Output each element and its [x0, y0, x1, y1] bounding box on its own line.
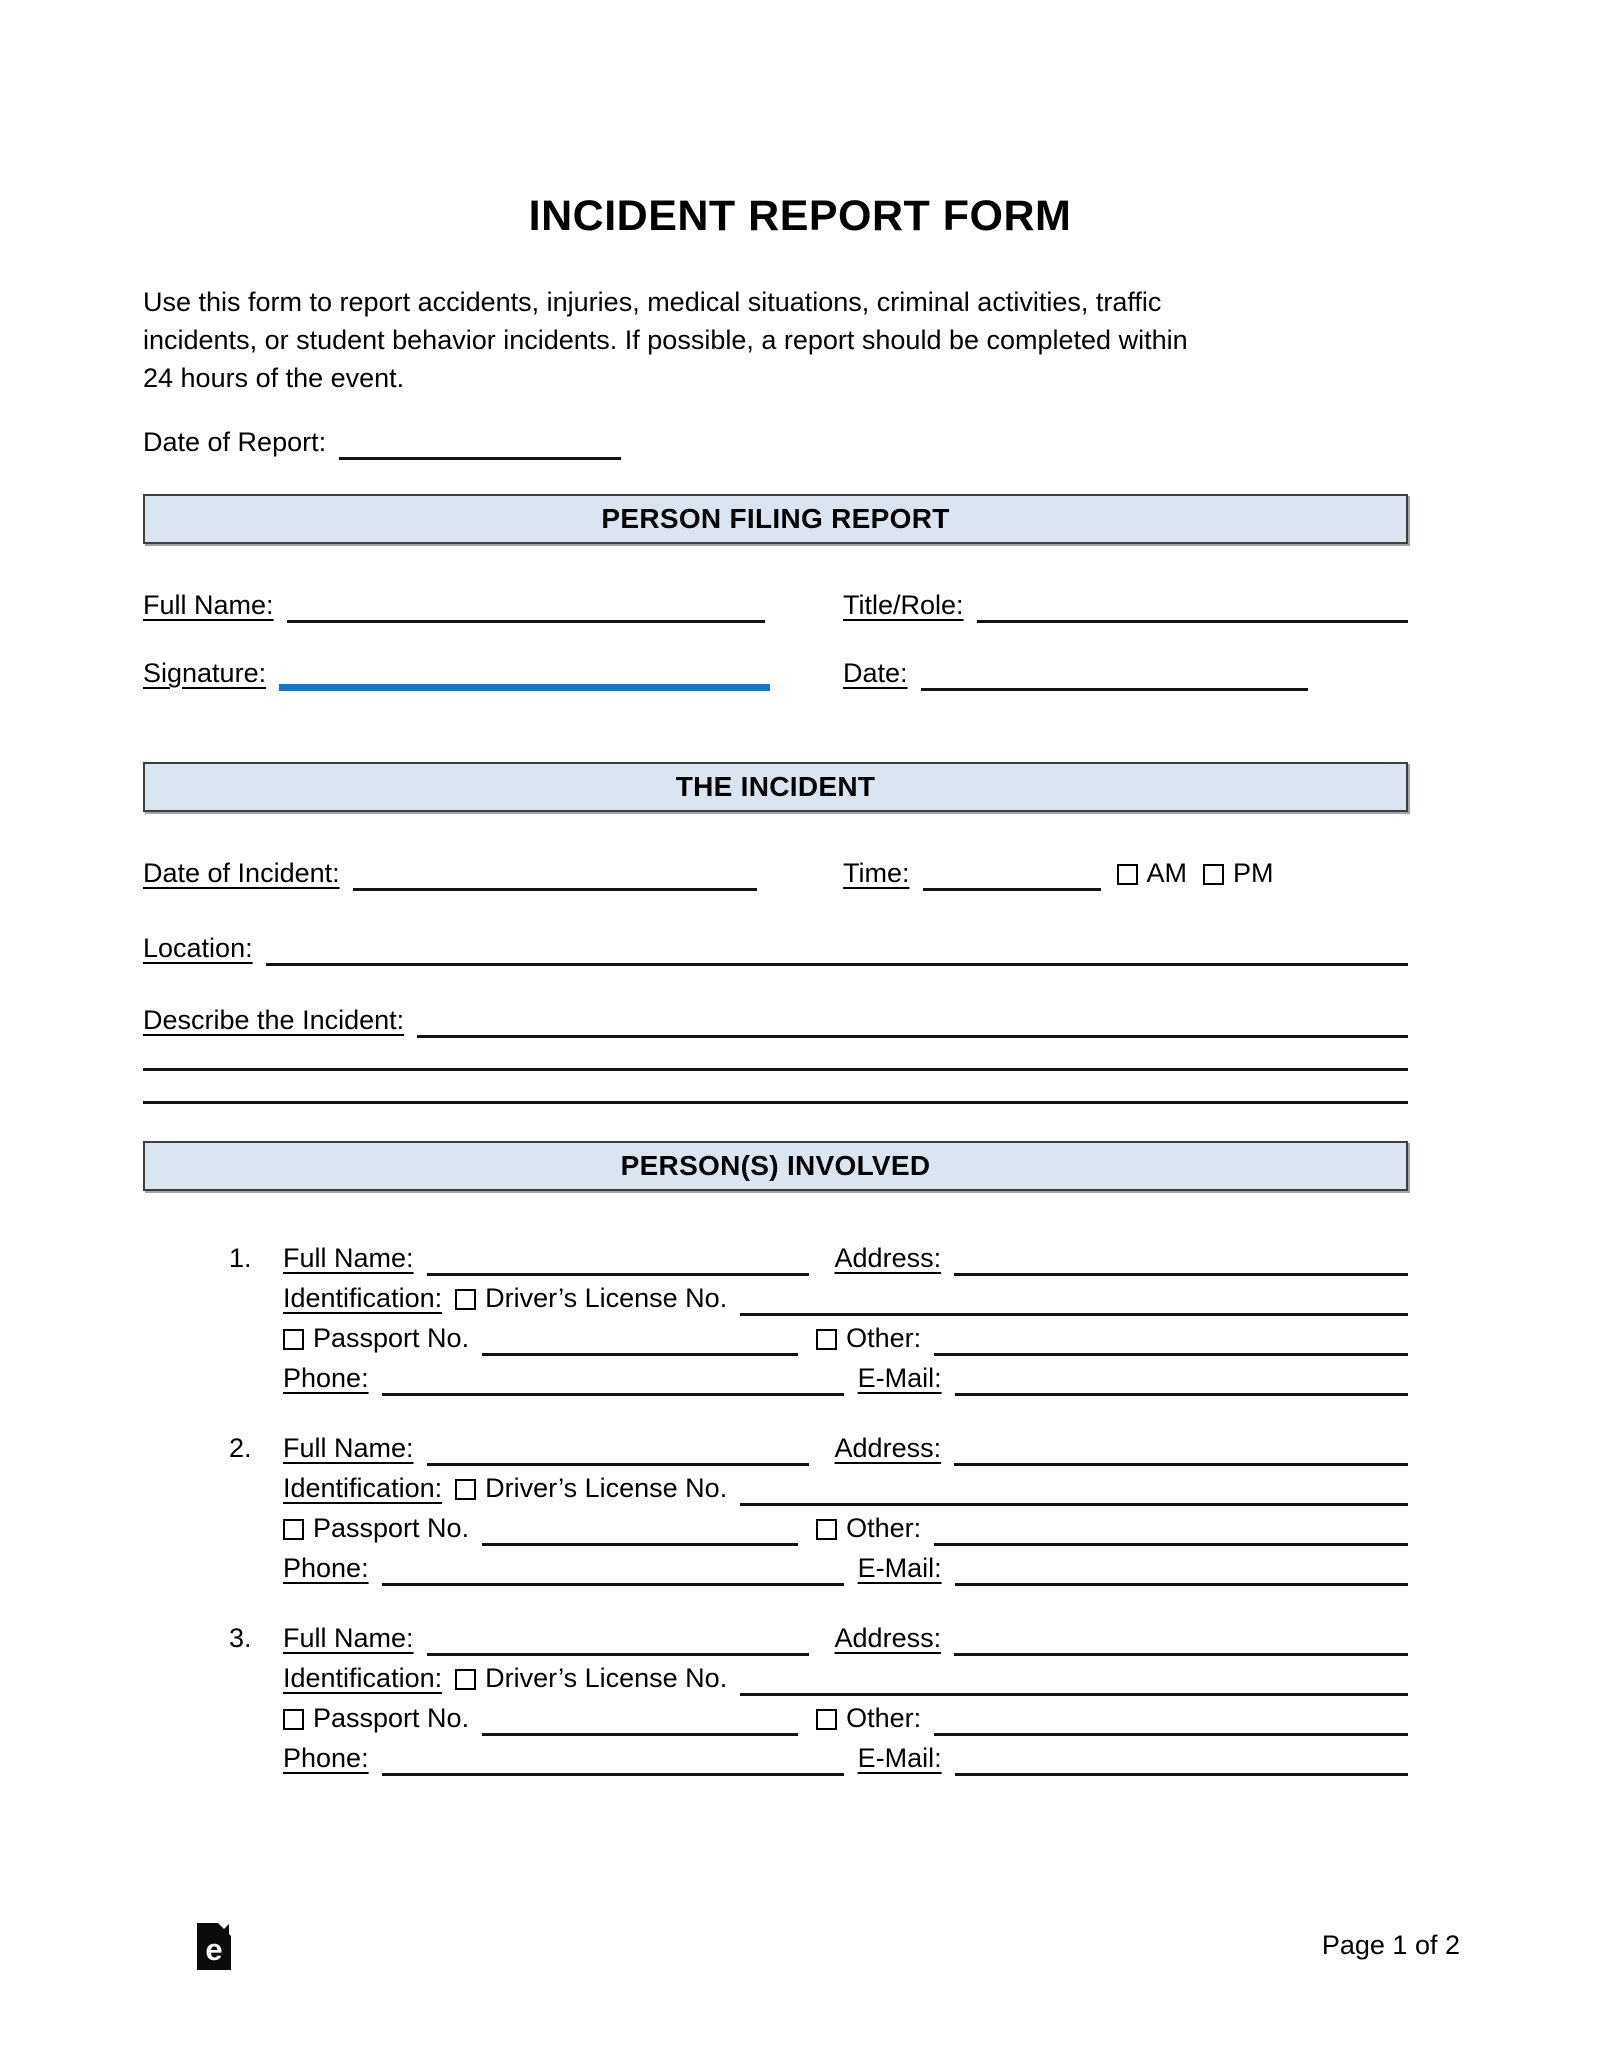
- full-name-label: Full Name:: [283, 1433, 414, 1463]
- signature-label: Signature:: [143, 658, 267, 688]
- location-field-line[interactable]: [266, 963, 1408, 966]
- address-label: Address:: [834, 1433, 942, 1463]
- person-phone-field-line[interactable]: [382, 1773, 844, 1776]
- intro-line: Use this form to report accidents, injuries, medical situations, criminal activities, traffic: [143, 287, 1162, 317]
- person-address-field-line[interactable]: [954, 1273, 1408, 1276]
- filer-name-row: [143, 583, 1408, 623]
- date-of-report-field-line[interactable]: [339, 457, 621, 460]
- title-role-field-line[interactable]: [977, 620, 1408, 623]
- signature-field[interactable]: [279, 684, 770, 691]
- person-phone-field-line[interactable]: [382, 1583, 844, 1586]
- other-id-field-line[interactable]: [934, 1543, 1408, 1546]
- other-checkbox[interactable]: [816, 1329, 837, 1350]
- intro-paragraph: [143, 283, 1460, 397]
- drivers-license-checkbox[interactable]: [455, 1479, 476, 1500]
- describe-incident-continuation-line[interactable]: [143, 1101, 1408, 1104]
- phone-label: Phone:: [283, 1363, 369, 1393]
- person-involved-entry-2: [143, 1426, 1408, 1586]
- am-checkbox[interactable]: [1117, 864, 1138, 885]
- section-header-label: PERSON FILING REPORT: [601, 503, 950, 534]
- full-name-field-line[interactable]: [287, 620, 765, 623]
- am-label: AM: [1146, 858, 1187, 888]
- person-full-name-field-line[interactable]: [427, 1653, 809, 1656]
- passport-label: Passport No.: [313, 1323, 470, 1353]
- other-id-field-line[interactable]: [934, 1353, 1408, 1356]
- describe-incident-row: [143, 998, 1408, 1038]
- other-label: Other:: [846, 1703, 922, 1733]
- date-of-report-label: Date of Report:: [143, 427, 327, 457]
- drivers-license-checkbox[interactable]: [455, 1289, 476, 1310]
- person-address-field-line[interactable]: [954, 1463, 1408, 1466]
- date-field-line[interactable]: [921, 688, 1308, 691]
- eforms-document-logo-icon: [197, 1923, 231, 1970]
- date-label: Date:: [843, 658, 908, 688]
- person-passport-other-row: [143, 1316, 1408, 1356]
- identification-label: Identification:: [283, 1663, 443, 1693]
- email-label: E-Mail:: [857, 1553, 942, 1583]
- other-checkbox[interactable]: [816, 1709, 837, 1730]
- time-field-line[interactable]: [923, 888, 1101, 891]
- pm-label: PM: [1233, 858, 1274, 888]
- person-number: 1.: [229, 1243, 252, 1273]
- person-name-address-row: [143, 1426, 1408, 1466]
- describe-incident-label: Describe the Incident:: [143, 1005, 405, 1035]
- person-passport-other-row: [143, 1696, 1408, 1736]
- section-header-label: PERSON(S) INVOLVED: [620, 1150, 931, 1181]
- page-indicator: Page 1 of 2: [1321, 1930, 1460, 1960]
- location-label: Location:: [143, 933, 253, 963]
- section-header-label: THE INCIDENT: [675, 771, 876, 802]
- describe-incident-continuation-line[interactable]: [143, 1068, 1408, 1071]
- location-row: [143, 926, 1408, 966]
- phone-label: Phone:: [283, 1553, 369, 1583]
- person-name-address-row: [143, 1236, 1408, 1276]
- person-name-address-row: [143, 1616, 1408, 1656]
- date-of-incident-label: Date of Incident:: [143, 858, 340, 888]
- intro-line: incidents, or student behavior incidents. If possible, a report should be completed within: [143, 325, 1188, 355]
- section-header-the-incident: [143, 762, 1408, 812]
- person-email-field-line[interactable]: [955, 1773, 1408, 1776]
- title-role-label: Title/Role:: [843, 590, 964, 620]
- passport-checkbox[interactable]: [283, 1709, 304, 1730]
- person-full-name-field-line[interactable]: [427, 1273, 809, 1276]
- other-label: Other:: [846, 1513, 922, 1543]
- person-phone-email-row: [143, 1546, 1408, 1586]
- passport-checkbox[interactable]: [283, 1329, 304, 1350]
- eforms-logo-letter: e: [205, 1932, 223, 1967]
- drivers-license-number-field-line[interactable]: [740, 1313, 1408, 1316]
- person-email-field-line[interactable]: [955, 1393, 1408, 1396]
- person-involved-entry-1: [143, 1236, 1408, 1396]
- person-involved-entry-3: [143, 1616, 1408, 1776]
- time-label: Time:: [843, 858, 910, 888]
- full-name-label: Full Name:: [143, 590, 274, 620]
- passport-checkbox[interactable]: [283, 1519, 304, 1540]
- identification-label: Identification:: [283, 1473, 443, 1503]
- passport-number-field-line[interactable]: [482, 1353, 798, 1356]
- person-address-field-line[interactable]: [954, 1653, 1408, 1656]
- address-label: Address:: [834, 1243, 942, 1273]
- person-phone-email-row: [143, 1736, 1408, 1776]
- person-number: 3.: [229, 1623, 252, 1653]
- drivers-license-label: Driver’s License No.: [485, 1283, 728, 1313]
- person-phone-email-row: [143, 1356, 1408, 1396]
- pm-checkbox[interactable]: [1203, 864, 1224, 885]
- other-checkbox[interactable]: [816, 1519, 837, 1540]
- full-name-label: Full Name:: [283, 1243, 414, 1273]
- drivers-license-checkbox[interactable]: [455, 1669, 476, 1690]
- date-of-incident-field-line[interactable]: [353, 888, 757, 891]
- drivers-license-label: Driver’s License No.: [485, 1473, 728, 1503]
- incident-date-time-row: [143, 851, 1408, 891]
- drivers-license-label: Driver’s License No.: [485, 1663, 728, 1693]
- person-number: 2.: [229, 1433, 252, 1463]
- other-id-field-line[interactable]: [934, 1733, 1408, 1736]
- drivers-license-number-field-line[interactable]: [740, 1503, 1408, 1506]
- full-name-label: Full Name:: [283, 1623, 414, 1653]
- passport-label: Passport No.: [313, 1703, 470, 1733]
- email-label: E-Mail:: [857, 1363, 942, 1393]
- email-label: E-Mail:: [857, 1743, 942, 1773]
- identification-label: Identification:: [283, 1283, 443, 1313]
- person-identification-row: [143, 1466, 1408, 1506]
- date-of-report-row: [143, 420, 743, 460]
- person-email-field-line[interactable]: [955, 1583, 1408, 1586]
- address-label: Address:: [834, 1623, 942, 1653]
- person-identification-row: [143, 1656, 1408, 1696]
- other-label: Other:: [846, 1323, 922, 1353]
- person-full-name-field-line[interactable]: [427, 1463, 809, 1466]
- intro-line: 24 hours of the event.: [143, 363, 405, 393]
- section-header-persons-involved: [143, 1141, 1408, 1191]
- passport-label: Passport No.: [313, 1513, 470, 1543]
- section-header-person-filing-report: [143, 494, 1408, 544]
- filer-signature-row: [143, 651, 1408, 691]
- person-phone-field-line[interactable]: [382, 1393, 844, 1396]
- passport-number-field-line[interactable]: [482, 1733, 798, 1736]
- phone-label: Phone:: [283, 1743, 369, 1773]
- describe-incident-field-line[interactable]: [417, 1035, 1408, 1038]
- page-title: INCIDENT REPORT FORM: [528, 192, 1072, 240]
- person-identification-row: [143, 1276, 1408, 1316]
- passport-number-field-line[interactable]: [482, 1543, 798, 1546]
- person-passport-other-row: [143, 1506, 1408, 1546]
- drivers-license-number-field-line[interactable]: [740, 1693, 1408, 1696]
